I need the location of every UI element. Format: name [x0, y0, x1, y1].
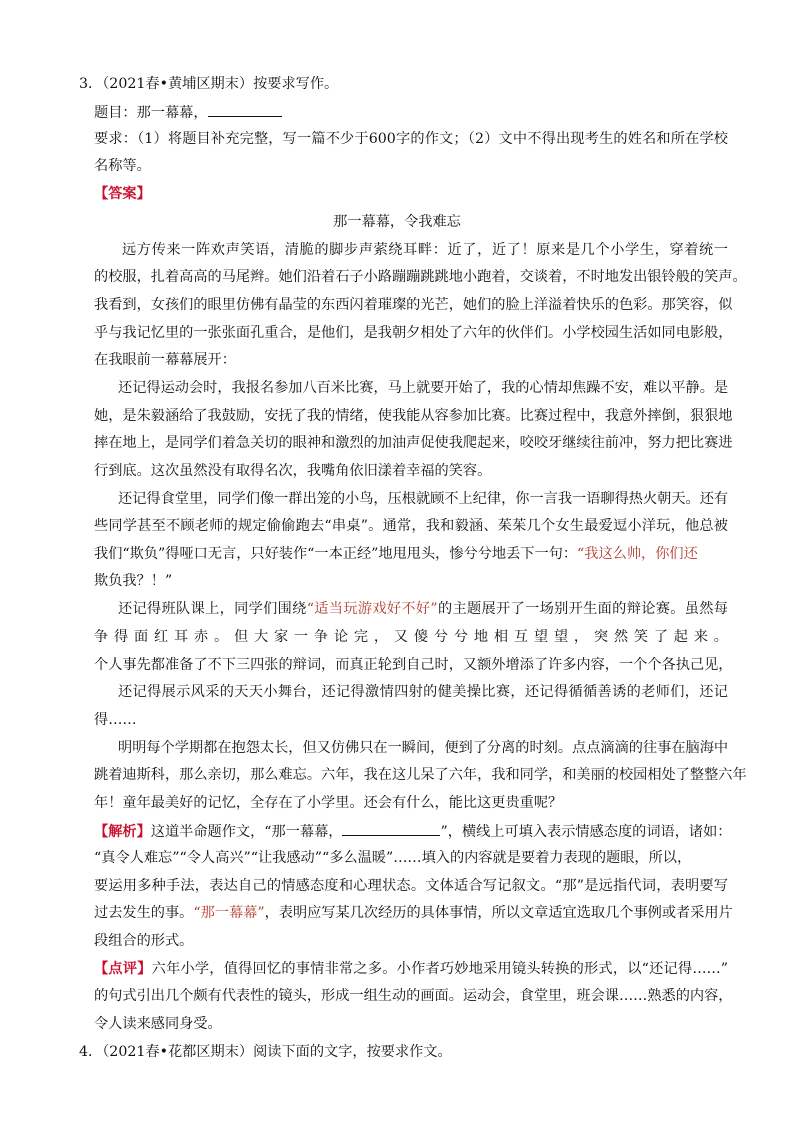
comment-line: 【点评】六年小学，值得回忆的事情非常之多。小作者巧妙地采用镜头转换的形式，以“还记得……”: [94, 961, 728, 977]
question-3-header: [79, 74, 338, 94]
question-4-number: 4．: [79, 1044, 103, 1060]
question-4-source: （2021春•花都区期末）: [102, 1044, 254, 1060]
essay-line: 还记得运动会时，我报名参加八百米比赛，马上就要开始了，我的心情却焦躁不安，难以平静。是: [118, 380, 729, 396]
essay-line: 摔在地上，是同学们着急关切的眼神和激烈的加油声促使我爬起来，咬咬牙继续往前冲，努力把比赛进: [94, 435, 733, 451]
essay-line: 还记得食堂里，同学们像一群出笼的小鸟，压根就顾不上纪律，你一言我一语聊得热火朝天。还有: [118, 491, 729, 507]
requirement-line-1: 要求：（1）将题目补充完整，写一篇不少于600字的作文；（2）文中不得出现考生的姓名和所在学校: [94, 131, 728, 147]
question-3-source: （2021春•黄埔区期末）: [102, 76, 254, 92]
comment-line: 的句式引出几个颇有代表性的镜头，形成一组生动的画面。运动会，食堂里，班会课……熟悉的内容，: [94, 988, 733, 1004]
essay-line: 还记得班队课上，同学们围绕“适当玩游戏好不好”的主题展开了一场别开生面的辩论赛。虽然每: [118, 601, 728, 617]
essay-line: 个人事先都准备了不下三四张的辩词，而真正轮到自己时，又额外增添了许多内容，一个个各执己见，: [94, 657, 733, 673]
essay-line: 争得面红耳赤。但大家一争论完，又傻兮兮地相互望望，突然笑了起来。: [94, 629, 728, 645]
essay-line: 的校服，扎着高高的马尾辫。她们沿着石子小路蹦蹦跳跳地小跑着，交谈着，不时地发出银铃般的笑声。: [94, 269, 747, 285]
analysis-label: 【解析】: [94, 824, 151, 840]
essay-line: 欺负我？！”: [94, 573, 173, 589]
essay-line: 我看到，女孩们的眼里仿佛有晶莹的东西闪着璀璨的光芒，她们的脸上洋溢着快乐的色彩。那笑容，似: [94, 297, 733, 313]
analysis-line: “真令人难忘”“令人高兴”“让我感动”“多么温暖”……填入的内容就是要着力表现的题眼，所以，: [94, 850, 692, 866]
topic-blank: [208, 102, 282, 117]
essay-line: 我们“欺负”得哑口无言，只好装作“一本正经”地甩甩头，惨兮兮地丢下一句：“我这么帅，你们还: [94, 546, 698, 562]
essay-line: 还记得展示风采的天天小舞台，还记得激情四射的健美操比赛，还记得循循善诱的老师们，还记: [118, 684, 728, 700]
comment-label: 【点评】: [94, 961, 152, 977]
question-4-header: [79, 1042, 452, 1062]
question-3-number: 3．: [79, 76, 103, 92]
essay-title: 那一幕幕，令我难忘: [333, 214, 461, 230]
comment-line: 令人读来感同身受。: [94, 1016, 222, 1032]
essay-line: 年！童年最美好的记忆，全存在了小学里。还会有什么，能比这更贵重呢？: [94, 795, 563, 811]
essay-line: 乎与我记忆里的一张张面孔重合，是他们，是我朝夕相处了六年的伙伴们。小学校园生活如同电影般，: [94, 325, 733, 341]
question-3-topic: 题目：那一幕幕，: [94, 102, 282, 123]
essay-line: 明明每个学期都在抱怨太长，但又仿佛只在一瞬间，便到了分离的时刻。点点滴滴的往事在脑海中: [118, 740, 729, 756]
essay-line: 远方传来一阵欢声笑语，清脆的脚步声萦绕耳畔：近了，近了！原来是几个小学生，穿着统一: [122, 242, 728, 258]
essay-line: 在我眼前一幕幕展开：: [94, 352, 236, 368]
analysis-line: 过去发生的事。“那一幕幕”，表明应写某几次经历的具体事情，所以文章适宜选取几个事例或者采用片: [94, 905, 733, 921]
essay-line: 行到底。这次虽然没有取得名次，我嘴角依旧漾着幸福的笑容。: [94, 463, 492, 479]
question-3-instruction: 按要求写作。: [253, 76, 339, 92]
analysis-line: 要运用多种手法，表达自己的情感态度和心理状态。文体适合写记叙文。“那”是远指代词，表明要写: [94, 878, 728, 894]
question-4-instruction: 阅读下面的文字，按要求作文。: [253, 1044, 452, 1060]
quoted-remark: “我这么帅，你们还: [577, 546, 698, 562]
analysis-quote: “那一幕幕”: [193, 905, 265, 921]
analysis-line: 【解析】这道半命题作文，“那一幕幕， ”，横线上可填入表示情感态度的词语，诸如：: [94, 821, 731, 842]
essay-line: 她，是朱毅涵给了我鼓励，安抚了我的情绪，使我能从容参加比赛。比赛过程中，我意外摔倒，狠狠地: [94, 408, 733, 424]
answer-label: 【答案】: [94, 186, 151, 202]
requirement-line-2: 名称等。: [94, 158, 151, 174]
analysis-blank: [342, 821, 440, 836]
debate-topic-quote: “适当玩游戏好不好”: [306, 601, 438, 617]
analysis-line: 段组合的形式。: [94, 933, 194, 949]
essay-line: 跳着迪斯科，那么亲切，那么难忘。六年，我在这儿呆了六年，我和同学，和美丽的校园相处了整整六年: [94, 767, 747, 783]
essay-line: 得……: [94, 712, 137, 728]
essay-line: 些同学甚至不顾老师的规定偷偷跑去“串桌”。通常，我和毅涵、茱茱几个女生最爱逗小洋玩，他总被: [94, 518, 728, 534]
